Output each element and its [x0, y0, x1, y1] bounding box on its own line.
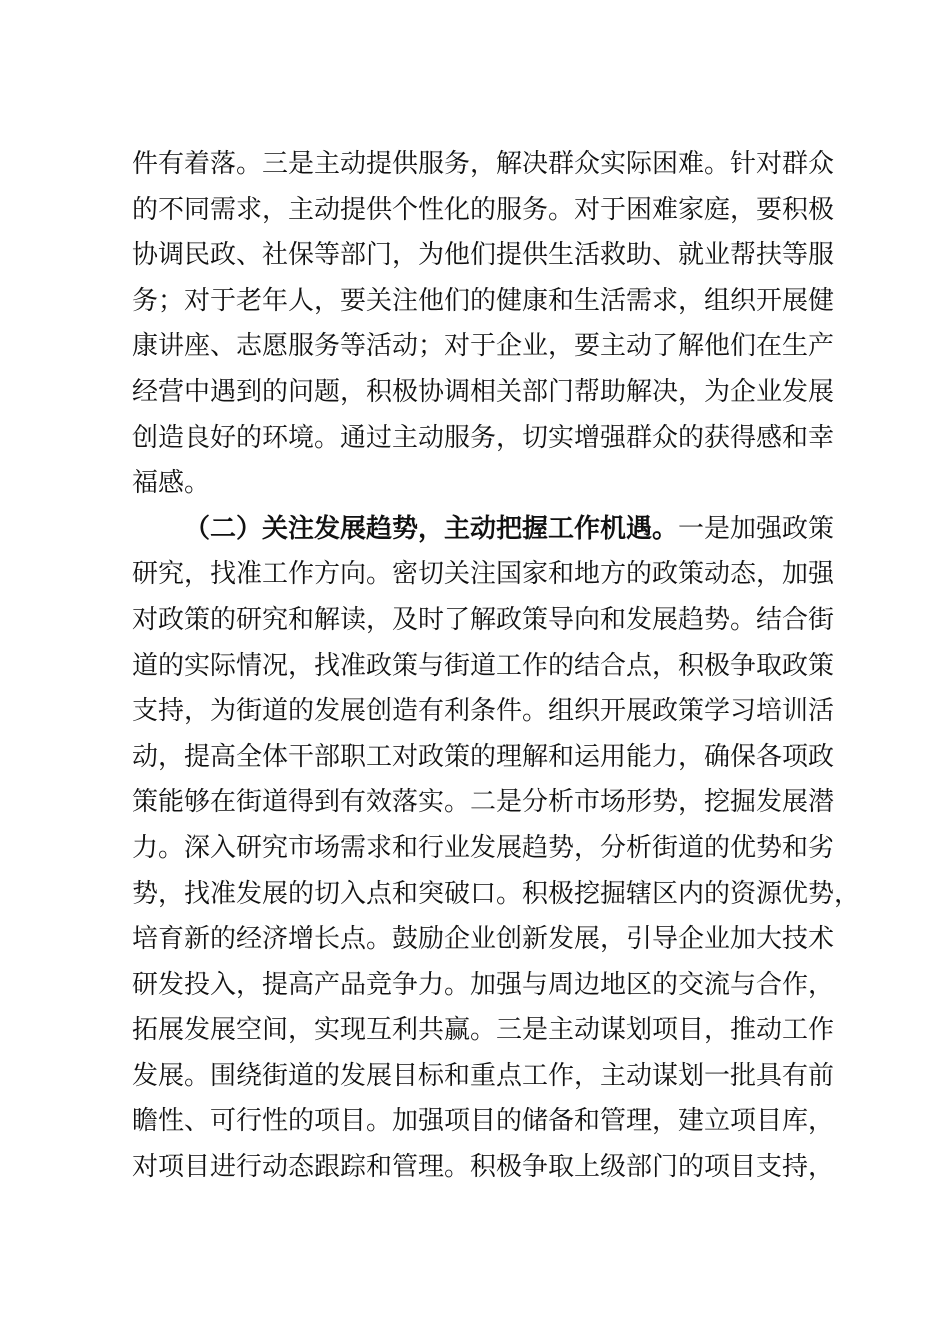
text-run: 一是加强政策	[678, 513, 835, 544]
text-line: 康讲座、志愿服务等活动；对于企业，要主动了解他们在生产	[132, 331, 835, 362]
paragraph-2	[132, 507, 861, 1191]
text-line: 福感。	[132, 468, 211, 499]
paragraph-2-first-line	[132, 507, 835, 553]
text-line: 的不同需求，主动提供个性化的服务。对于困难家庭，要积极	[132, 194, 835, 225]
paragraph-1	[132, 142, 835, 507]
text-line: 发展。围绕街道的发展目标和重点工作，主动谋划一批具有前	[132, 1060, 835, 1091]
text-line: 经营中遇到的问题，积极协调相关部门帮助解决，为企业发展	[132, 376, 835, 407]
text-line: 件有着落。三是主动提供服务，解决群众实际困难。针对群众	[132, 149, 835, 179]
text-line: 务；对于老年人，要关注他们的健康和生活需求，组织开展健	[132, 285, 835, 316]
text-line: 动，提高全体干部职工对政策的理解和运用能力，确保各项政	[132, 741, 835, 772]
text-line: 策能够在街道得到有效落实。二是分析市场形势，挖掘发展潜	[132, 787, 835, 818]
section-heading: （二）关注发展趋势，主动把握工作机遇。	[184, 513, 679, 544]
text-line: 研究，找准工作方向。密切关注国家和地方的政策动态，加强	[132, 559, 835, 590]
text-line: 瞻性、可行性的项目。加强项目的储备和管理，建立项目库，	[132, 1106, 835, 1137]
text-line: 势，找准发展的切入点和突破口。积极挖掘辖区内的资源优势，	[132, 878, 861, 909]
text-line: 力。深入研究市场需求和行业发展趋势，分析街道的优势和劣	[132, 832, 835, 863]
text-line: 支持，为街道的发展创造有利条件。组织开展政策学习培训活	[132, 696, 835, 727]
text-line: 对项目进行动态跟踪和管理。积极争取上级部门的项目支持，	[132, 1152, 835, 1183]
text-line: 创造良好的环境。通过主动服务，切实增强群众的获得感和幸	[132, 422, 835, 453]
text-line: 协调民政、社保等部门，为他们提供生活救助、就业帮扶等服	[132, 240, 835, 271]
document-body	[132, 142, 861, 1191]
text-line: 对政策的研究和解读，及时了解政策导向和发展趋势。结合街	[132, 604, 835, 635]
text-line: 道的实际情况，找准政策与街道工作的结合点，积极争取政策	[132, 650, 835, 681]
text-line: 培育新的经济增长点。鼓励企业创新发展，引导企业加大技术	[132, 924, 835, 955]
text-line: 研发投入，提高产品竞争力。加强与周边地区的交流与合作，	[132, 969, 835, 1000]
text-line: 拓展发展空间，实现互利共赢。三是主动谋划项目，推动工作	[132, 1015, 835, 1046]
